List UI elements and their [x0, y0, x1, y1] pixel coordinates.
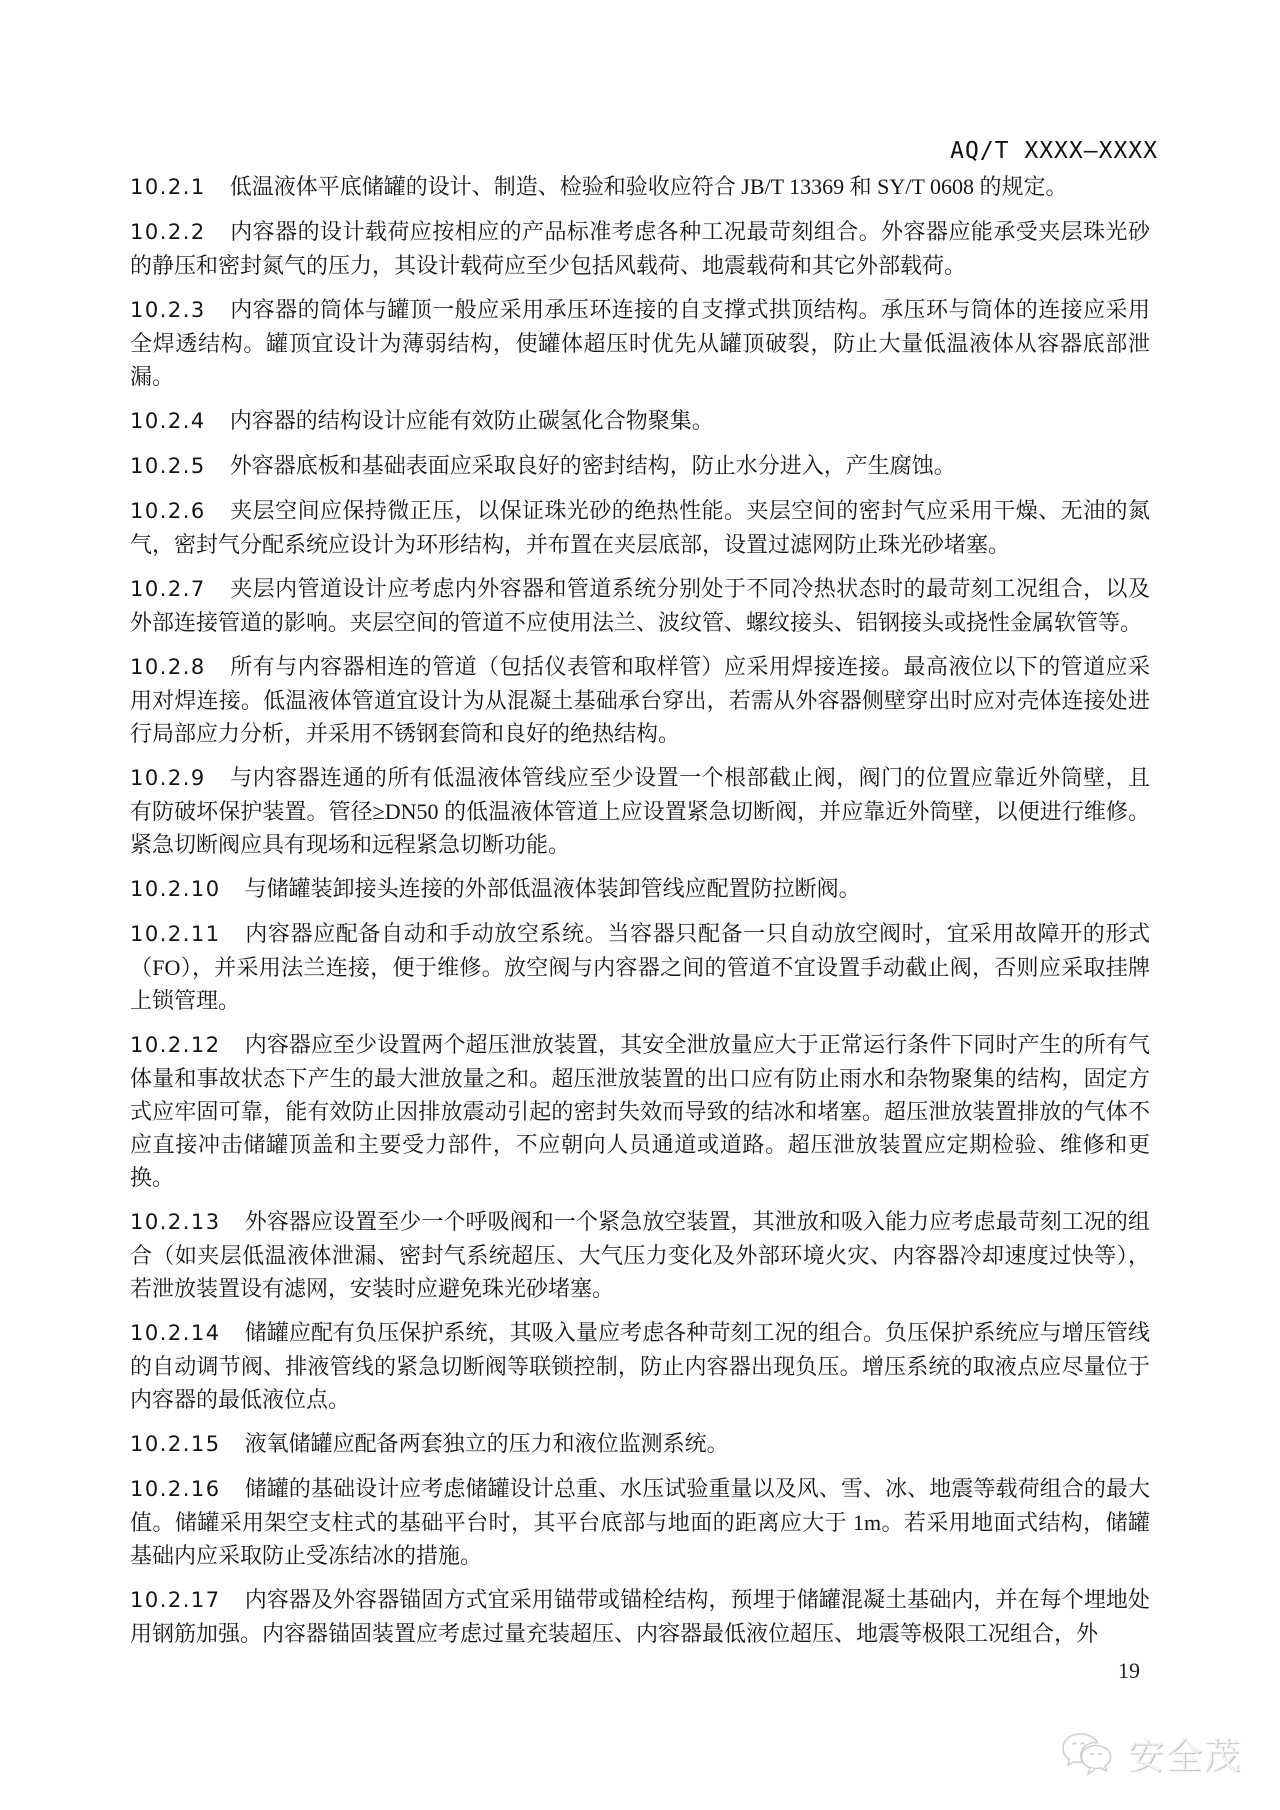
- watermark: [1060, 1728, 1242, 1779]
- clause-paragraph: [130, 449, 1150, 483]
- page-number: 19: [1118, 1658, 1140, 1683]
- clause-number: 10.2.16: [130, 1477, 221, 1501]
- clause-paragraph: [130, 1316, 1150, 1416]
- clause-paragraph: [130, 293, 1150, 393]
- clause-number: 10.2.2: [130, 220, 206, 244]
- doc-code: AQ/T XXXX—XXXX: [950, 138, 1158, 164]
- clause-text: 与储罐装卸接头连接的外部低温液体装卸管线应配置防拉断阀。: [244, 876, 861, 901]
- clause-paragraph: [130, 917, 1150, 1017]
- clause-paragraph: [130, 170, 1150, 204]
- clause-number: 10.2.8: [130, 655, 206, 679]
- clause-paragraph: [130, 872, 1150, 906]
- clause-number: 10.2.11: [130, 922, 221, 946]
- document-body: [130, 170, 1150, 1661]
- clause-text: 外容器底板和基础表面应采取良好的密封结构，防止水分进入，产生腐蚀。: [229, 453, 956, 478]
- clause-paragraph: [130, 215, 1150, 282]
- clause-text: 外容器应设置至少一个呼吸阀和一个紧急放空装置，其泄放和吸入能力应考虑最苛刻工况的组合（如夹层低温液体泄漏、密封气系统超压、大气压力变化及外部环境火灾、内容器冷却速度过快等），若泄放装置设有滤网，安装时应避免珠光砂堵塞。: [130, 1209, 1150, 1301]
- clause-text: 液氧储罐应配备两套独立的压力和液位监测系统。: [244, 1431, 729, 1456]
- clause-number: 10.2.6: [130, 499, 206, 523]
- clause-text: 内容器的筒体与罐顶一般应采用承压环连接的自支撑式拱顶结构。承压环与筒体的连接应采用全焊透结构。罐顶宜设计为薄弱结构，使罐体超压时优先从罐顶破裂，防止大量低温液体从容器底部泄漏。: [130, 297, 1150, 389]
- clause-number: 10.2.4: [130, 409, 206, 433]
- clause-number: 10.2.15: [130, 1432, 221, 1456]
- clause-paragraph: [130, 761, 1150, 861]
- clause-paragraph: [130, 1427, 1150, 1461]
- clause-text: 内容器应至少设置两个超压泄放装置，其安全泄放量应大于正常运行条件下同时产生的所有气体量和事故状态下产生的最大泄放量之和。超压泄放装置的出口应有防止雨水和杂物聚集的结构，固定方式应牢固可靠，能有效防止因排放震动引起的密封失效而导致的结冰和堵塞。超压泄放装置排放的气体不应直接冲击储罐顶盖和主要受力部件，不应朝向人员通道或道路。超压泄放装置应定期检验、维修和更换。: [130, 1032, 1150, 1190]
- clause-number: 10.2.7: [130, 577, 206, 601]
- clause-text: 与内容器连通的所有低温液体管线应至少设置一个根部截止阀，阀门的位置应靠近外筒壁，且有防破坏保护装置。管径≥DN50 的低温液体管道上应设置紧急切断阀，并应靠近外筒壁，以便进行维修。紧急切断阀应具有现场和远程紧急切断功能。: [130, 765, 1150, 857]
- wechat-speech-bubbles-icon: [1060, 1731, 1118, 1777]
- clause-number: 10.2.14: [130, 1321, 221, 1345]
- clause-paragraph: [130, 572, 1150, 639]
- clause-text: 内容器及外容器锚固方式宜采用锚带或锚栓结构，预埋于储罐混凝土基础内，并在每个埋地处用钢筋加强。内容器锚固装置应考虑过量充装超压、内容器最低液位超压、地震等极限工况组合，外: [130, 1587, 1150, 1646]
- clause-text: 储罐的基础设计应考虑储罐设计总重、水压试验重量以及风、雪、冰、地震等载荷组合的最大值。储罐采用架空支柱式的基础平台时，其平台底部与地面的距离应大于 1m。若采用地面式结构，储罐基础内应采取防止受冻结冰的措施。: [130, 1476, 1150, 1568]
- clause-text: 夹层内管道设计应考虑内外容器和管道系统分别处于不同冷热状态时的最苛刻工况组合，以及外部连接管道的影响。夹层空间的管道不应使用法兰、波纹管、螺纹接头、铝钢接头或挠性金属软管等。: [130, 576, 1150, 635]
- clause-text: 储罐应配有负压保护系统，其吸入量应考虑各种苛刻工况的组合。负压保护系统应与增压管线的自动调节阀、排液管线的紧急切断阀等联锁控制，防止内容器出现负压。增压系统的取液点应尽量位于内容器的最低液位点。: [130, 1320, 1150, 1412]
- clause-paragraph: [130, 404, 1150, 438]
- clause-number: 10.2.9: [130, 766, 206, 790]
- clause-paragraph: [130, 494, 1150, 561]
- clause-paragraph: [130, 1205, 1150, 1305]
- watermark-text: 安全茂: [1127, 1735, 1242, 1776]
- clause-text: 内容器应配备自动和手动放空系统。当容器只配备一只自动放空阀时，宜采用故障开的形式（FO），并采用法兰连接，便于维修。放空阀与内容器之间的管道不宜设置手动截止阀，否则应采取挂牌上锁管理。: [130, 921, 1150, 1013]
- clause-paragraph: [130, 650, 1150, 750]
- clause-number: 10.2.12: [130, 1033, 221, 1057]
- clause-paragraph: [130, 1583, 1150, 1650]
- clause-number: 10.2.10: [130, 877, 221, 901]
- clause-number: 10.2.13: [130, 1210, 221, 1234]
- clause-number: 10.2.3: [130, 298, 206, 322]
- clause-number: 10.2.5: [130, 454, 206, 478]
- clause-text: 内容器的结构设计应能有效防止碳氢化合物聚集。: [229, 408, 714, 433]
- clause-paragraph: [130, 1472, 1150, 1572]
- clause-text: 内容器的设计载荷应按相应的产品标准考虑各种工况最苛刻组合。外容器应能承受夹层珠光砂的静压和密封氮气的压力，其设计载荷应至少包括风载荷、地震载荷和其它外部载荷。: [130, 219, 1150, 278]
- clause-text: 所有与内容器相连的管道（包括仪表管和取样管）应采用焊接连接。最高液位以下的管道应采用对焊连接。低温液体管道宜设计为从混凝土基础承台穿出，若需从外容器侧壁穿出时应对壳体连接处进行局部应力分析，并采用不锈钢套筒和良好的绝热结构。: [130, 654, 1150, 746]
- clause-number: 10.2.1: [130, 175, 206, 199]
- clause-paragraph: [130, 1028, 1150, 1194]
- clause-number: 10.2.17: [130, 1588, 221, 1612]
- clause-text: 夹层空间应保持微正压，以保证珠光砂的绝热性能。夹层空间的密封气应采用干燥、无油的氮气，密封气分配系统应设计为环形结构，并布置在夹层底部，设置过滤网防止珠光砂堵塞。: [130, 498, 1150, 557]
- clause-text: 低温液体平底储罐的设计、制造、检验和验收应符合 JB/T 13369 和 SY/T 0608 的规定。: [229, 174, 1068, 199]
